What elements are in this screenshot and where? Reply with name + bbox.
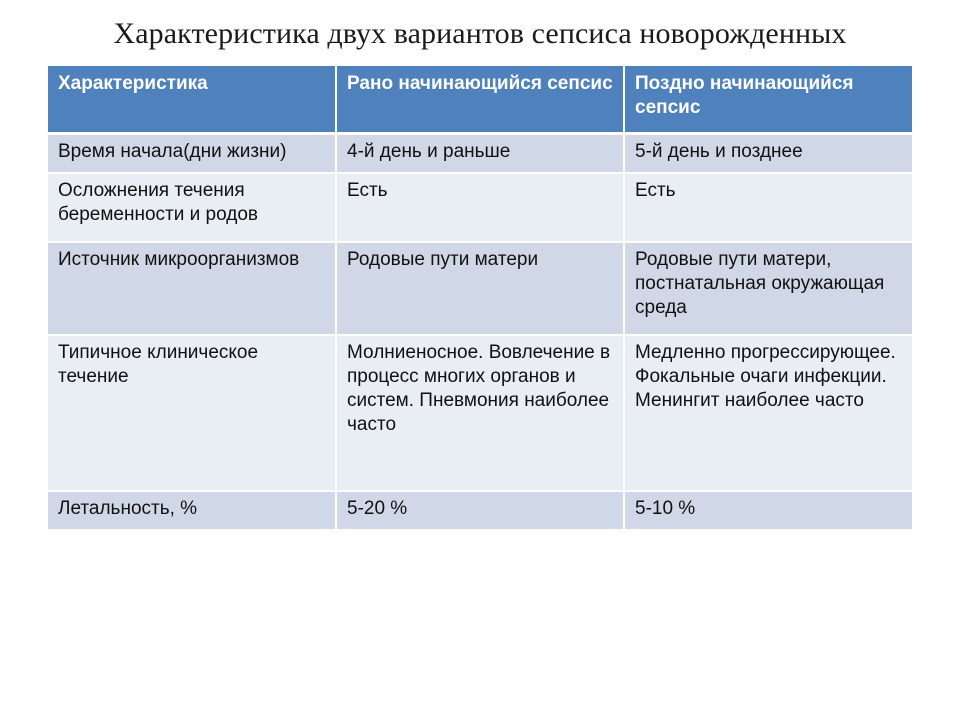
late-onset-cell: Есть: [624, 173, 912, 242]
table-row: [48, 173, 912, 242]
early-onset-cell: Родовые пути матери: [336, 242, 624, 335]
sepsis-comparison-table: [48, 66, 912, 531]
late-onset-cell: Медленно прогрессирующее. Фокальные очаги инфекции. Менингит наиболее часто: [624, 335, 912, 491]
header-late-onset: Поздно начинающийся сепсис: [624, 66, 912, 134]
table-container: [48, 66, 912, 531]
row-label-cell: Летальность, %: [48, 491, 336, 530]
early-onset-cell: 5-20 %: [336, 491, 624, 530]
table-header-row: [48, 66, 912, 134]
table-row: [48, 134, 912, 174]
late-onset-cell: 5-10 %: [624, 491, 912, 530]
row-label-cell: Типичное клиническое течение: [48, 335, 336, 491]
row-label-cell: Источник микроорганизмов: [48, 242, 336, 335]
header-characteristic: Характеристика: [48, 66, 336, 134]
early-onset-cell: Есть: [336, 173, 624, 242]
table-row: [48, 335, 912, 491]
early-onset-cell: 4-й день и раньше: [336, 134, 624, 174]
late-onset-cell: 5-й день и позднее: [624, 134, 912, 174]
row-label-cell: Осложнения течения беременности и родов: [48, 173, 336, 242]
table-row: [48, 491, 912, 530]
slide-title: Характеристика двух вариантов сепсиса новорожденных: [113, 17, 847, 50]
header-early-onset: Рано начинающийся сепсис: [336, 66, 624, 134]
late-onset-cell: Родовые пути матери, постнатальная окружающая среда: [624, 242, 912, 335]
table-row: [48, 242, 912, 335]
early-onset-cell: Молниеносное. Вовлечение в процесс многих органов и систем. Пневмония наиболее часто: [336, 335, 624, 491]
row-label-cell: Время начала(дни жизни): [48, 134, 336, 174]
